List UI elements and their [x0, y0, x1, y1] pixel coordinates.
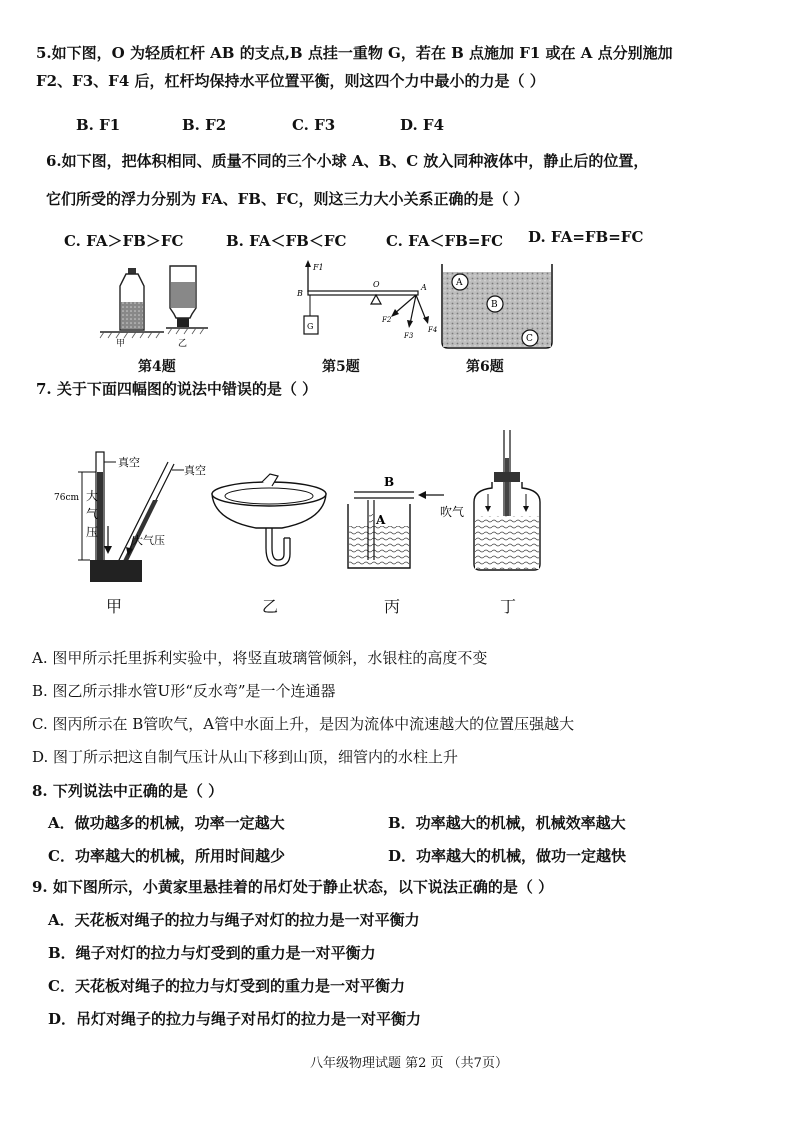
q6-option-c[interactable]: C. FA＜FB=FC: [386, 232, 504, 250]
q5-option-a[interactable]: B. F1: [76, 116, 121, 134]
q7-figure-ding-barometer: [468, 428, 548, 576]
q7-caption-ding: 丁: [500, 597, 517, 616]
q7-bing-tube-a: A: [376, 513, 386, 527]
q9-stem: 9. 如下图所示，小黄家里悬挂着的吊灯处于静止状态，以下说法正确的是（ ）: [32, 878, 554, 896]
q7-option-c[interactable]: C. 图丙所示在 B管吹气，A管中水面上升，是因为流体中流速越大的位置压强越大: [32, 715, 575, 733]
q7-caption-bing: 丙: [384, 597, 401, 616]
fig6-ball-b: B: [491, 300, 498, 310]
q9-option-c[interactable]: C．天花板对绳子的拉力与灯受到的重力是一对平衡力: [48, 977, 405, 995]
q6-line1: 6.如下图，把体积相同、质量不同的三个小球 A、B、C 放入同种液体中，静止后的位置，: [46, 152, 649, 170]
fig6-ball-a: A: [456, 278, 463, 288]
q5-line1: 5.如下图，O 为轻质杠杆 AB 的支点,B 点挂一重物 G，若在 B 点施加 F1 或在 A 点分别施加: [36, 44, 673, 62]
q7-stem: 7. 关于下面四幅图的说法中错误的是（ ）: [36, 380, 318, 398]
figure-5-lever: [294, 258, 444, 350]
q7-jia-da: 大: [86, 489, 99, 503]
q7-jia-ya: 压: [86, 525, 99, 539]
q8-option-b[interactable]: B．功率越大的机械，机械效率越大: [388, 814, 626, 832]
q5-option-d[interactable]: D. F4: [400, 116, 445, 134]
q5-option-c[interactable]: C. F3: [292, 116, 336, 134]
fig5-label-g: G: [307, 322, 314, 331]
q9-option-a[interactable]: A．天花板对绳子的拉力与绳子对灯的拉力是一对平衡力: [48, 911, 420, 929]
q6-option-b[interactable]: B. FA＜FB＜FC: [226, 232, 347, 250]
fig5-label-o: O: [373, 280, 380, 289]
q9-option-b[interactable]: B．绳子对灯的拉力与灯受到的重力是一对平衡力: [48, 944, 376, 962]
q7-option-a[interactable]: A. 图甲所示托里拆利实验中，将竖直玻璃管倾斜，水银柱的高度不变: [32, 649, 488, 667]
q8-option-c[interactable]: C．功率越大的机械，所用时间越少: [48, 847, 285, 865]
figure-5-caption: 第5题: [322, 359, 360, 375]
figure-4-bottles: [98, 262, 210, 348]
q8-option-d[interactable]: D．功率越大的机械，做功一定越快: [388, 847, 627, 865]
q7-figure-jia-torricelli: [52, 448, 206, 586]
q7-option-b[interactable]: B. 图乙所示排水管U形“反水弯”是一个连通器: [32, 682, 336, 700]
fig5-label-f2: F2: [382, 316, 392, 324]
q7-figure-yi-sink: [208, 466, 330, 578]
q7-bing-tube-b: B: [384, 475, 395, 489]
q7-caption-jia: 甲: [106, 597, 123, 616]
q7-jia-vacuum2: 真空: [184, 464, 206, 477]
fig6-ball-c: C: [526, 334, 533, 344]
q8-stem: 8. 下列说法中正确的是（ ）: [32, 782, 224, 800]
fig4-label-jia: 甲: [116, 339, 126, 349]
fig5-label-f1: F1: [313, 263, 324, 272]
q7-option-d[interactable]: D. 图丁所示把这自制气压计从山下移到山顶，细管内的水柱上升: [32, 748, 459, 766]
q8-option-a[interactable]: A．做功越多的机械，功率一定越大: [48, 814, 285, 832]
q7-bing-blow: 吹气: [440, 505, 465, 519]
q7-caption-yi: 乙: [262, 597, 279, 616]
fig5-label-f4: F4: [428, 326, 438, 334]
q5-option-b[interactable]: B. F2: [182, 116, 227, 134]
q7-jia-qi: 气: [86, 507, 99, 521]
q6-line2: 它们所受的浮力分别为 FA、FB、FC，则这三力大小关系正确的是（ ）: [46, 190, 529, 208]
q6-option-a[interactable]: C. FA＞FB＞FC: [64, 232, 184, 250]
q7-jia-height: 76cm: [54, 493, 80, 503]
fig5-label-a: A: [421, 283, 427, 292]
q6-option-d[interactable]: D. FA=FB=FC: [528, 228, 644, 246]
fig5-label-f3: F3: [404, 332, 414, 340]
q9-option-d[interactable]: D．吊灯对绳子的拉力与绳子对吊灯的拉力是一对平衡力: [48, 1010, 422, 1028]
fig4-label-yi: 乙: [178, 339, 188, 349]
q7-jia-atm: 大气压: [132, 534, 165, 547]
figure-4-caption: 第4题: [138, 359, 176, 375]
fig5-label-b: B: [297, 289, 303, 298]
figure-6-container: [436, 262, 558, 352]
figure-6-caption: 第6题: [466, 359, 504, 375]
q7-jia-vacuum1: 真空: [118, 456, 140, 469]
q5-line2: F2、F3、F4 后，杠杆均保持水平位置平衡，则这四个力中最小的力是（ ）: [36, 72, 545, 90]
page-footer: 八年级物理试题 第2 页 （共7页）: [310, 1056, 508, 1071]
q7-figure-bing-beaker: [340, 470, 470, 574]
